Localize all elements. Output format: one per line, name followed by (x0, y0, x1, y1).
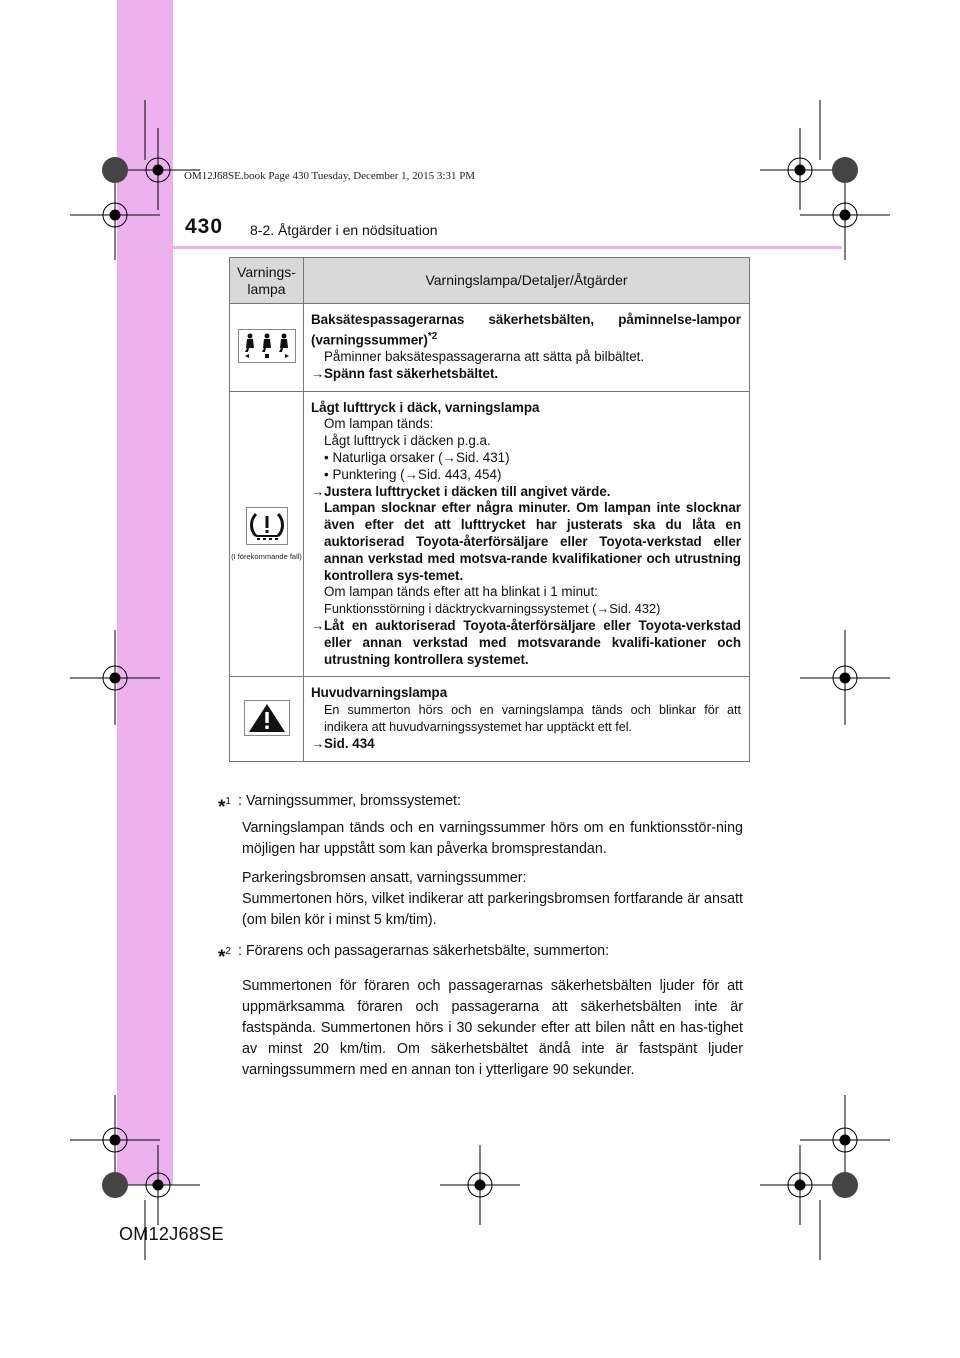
section-title: 8-2. Åtgärder i en nödsituation (250, 222, 438, 238)
arrow-icon: → (311, 618, 325, 634)
arrow-icon: → (311, 483, 325, 499)
footnote-2-body: Summertonen för föraren och passagerarnas säkerhetsbälten ljuder för att uppmärksamma föraren och passagerarna att säkerhetsbälten inte är fastspända. Summertonen hörs i 30 sekunder efter att bilen nått en has-tighet av minst 20 km/tim. Om säkerhetsbältet ändå inte är fastspänt ljuder varningssummern med en annan ton i ytterligare 90 sekunder. (242, 977, 743, 1078)
footnote-1-body: Varningslampan tänds och en varningssummer hörs om en funktionsstör-ning möjligen har uppstått som kan påverka bromsprestandan. Parkeringsbromsen ansatt, varningssummer: Summertonen hörs, vilket indikerar att parkeringsbromsen fortfarande är ansatt (om bilen kör i minst 5 km/tim). (242, 819, 743, 928)
table-row (230, 391, 750, 677)
pink-sidebar (117, 0, 173, 1185)
arrow-icon: → (596, 601, 610, 617)
text-cell (304, 391, 750, 677)
icon-cell (230, 304, 304, 392)
icon-note: (I förekommande fall) (231, 552, 302, 562)
row-text: Om lampan tänds: (324, 416, 434, 432)
text-cell (304, 677, 750, 761)
row-text: Funktionsstörning i däcktryckvarningssystemet (→Sid. 432) (324, 601, 661, 617)
action-line: → Spänn fast säkerhetsbältet. (311, 365, 499, 381)
arrow-icon: → (311, 735, 325, 751)
action-text: Lampan slocknar efter några minuter. Om lampan inte slocknar även efter det att lufttrycket har justerats ska du låta en auktoriserad Toyota-återförsäljare eller Toyota-verkstad eller annan verkstad med motsva-rande kvalifikationer och utrustning kontrollera sys-temet. (324, 500, 741, 583)
header-rule (117, 246, 842, 249)
warning-lamp-table (229, 257, 750, 762)
action-line: → Låt en auktoriserad Toyota-återförsäljare eller Toyota-verkstad eller annan verkstad med motsvarande kvalifi-kationer och utrustning kontrollera systemet. (311, 618, 741, 667)
row-title: Baksätespassagerarnas säkerhetsbälten, påminnelse-lampor (varningssummer)$^{*2}$ (311, 312, 741, 348)
table-header-row (230, 258, 750, 304)
footnote-1-head: *$^1$ : Varningssummer, bromssystemet: (218, 793, 461, 818)
arrow-icon: → (311, 365, 325, 381)
table-row (230, 677, 750, 761)
row-title: Huvudvarningslampa (311, 685, 448, 701)
row-text: Lågt lufttryck i däcken p.g.a. (324, 433, 491, 449)
page-number: 430 (185, 215, 224, 238)
footnotes (218, 791, 743, 1081)
col-header-lamp: Varnings-lampa (230, 258, 304, 304)
tire-pressure-warning-icon (246, 507, 288, 545)
row-text: Påminner baksätespassagerarna att sätta på bilbältet. (324, 349, 645, 365)
master-warning-icon (244, 700, 290, 736)
action-line: → Sid. 434 (311, 735, 375, 751)
row-title: Lågt lufttryck i däck, varningslampa (311, 399, 540, 415)
text-cell (304, 304, 750, 392)
action-line: → Justera lufttrycket i däcken till angivet värde. (311, 483, 611, 499)
book-stamp: OM12J68SE.book Page 430 Tuesday, December 1, 2015 3:31 PM (184, 170, 476, 182)
bullet-item: • Naturliga orsaker (→Sid. 431) (324, 450, 510, 466)
footnote-2-head: *$^2$ : Förarens och passagerarnas säkerhetsbälte, summerton: (218, 942, 610, 968)
arrow-icon: → (404, 466, 419, 482)
bullet-item: • Punktering (→Sid. 443, 454) (324, 466, 502, 482)
document-code: OM12J68SE (119, 1224, 224, 1244)
arrow-icon: → (442, 450, 456, 466)
row-text: En summerton hörs och en varningslampa tänds och blinkar för att indikera att huvudvarningssystemet har upptäckt ett fel. (324, 703, 741, 734)
col-header-details: Varningslampa/Detaljer/Åtgärder (304, 258, 750, 304)
rear-seat-belt-reminder-icon (238, 329, 296, 363)
icon-cell (230, 677, 304, 761)
table-row (230, 304, 750, 392)
row-text: Om lampan tänds efter att ha blinkat i 1 minut: (324, 584, 598, 600)
icon-cell (230, 391, 304, 677)
